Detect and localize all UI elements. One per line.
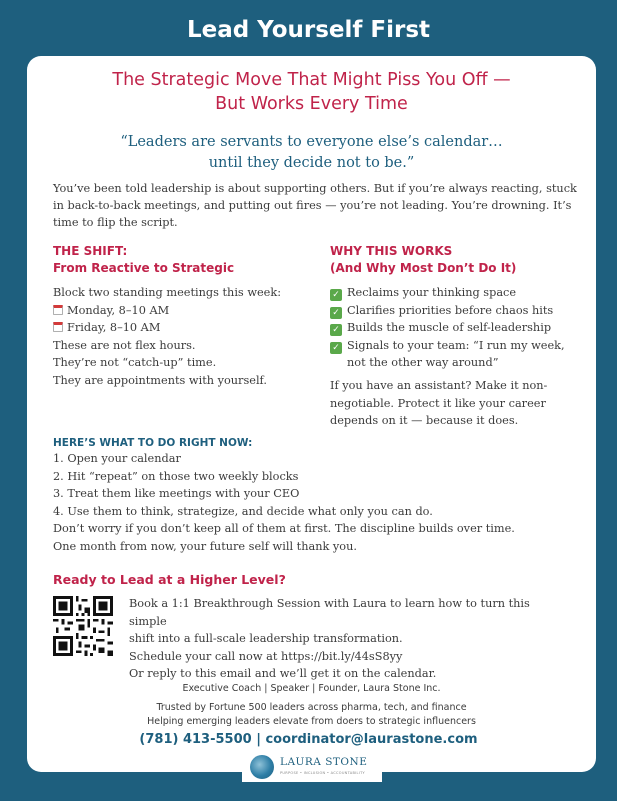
shift-line-friday: Friday, 8–10 AM: [53, 319, 281, 337]
why-note-line-3: depends on it — because it does.: [330, 414, 519, 428]
todo-section-title: HERE’S WHAT TO DO RIGHT NOW:: [53, 437, 253, 449]
footer-trusted: Trusted by Fortune 500 leaders across pharma, tech, and finance: [156, 702, 467, 713]
check-icon: ✓: [330, 342, 342, 354]
why-item-4-cont: not the other way around”: [347, 356, 499, 370]
shift-body: [53, 284, 281, 390]
todo-line-2: 2. Hit “repeat” on those two weekly blocks: [53, 469, 299, 483]
intro-paragraph: You’ve been told leadership is about supporting others. But if you’re always reacting, stuck in back-to-back meetings, and putting out fires — you’re not leading. You’re drowning. It’s time to flip the script.: [53, 182, 577, 229]
cta-line-2: shift into a full-scale leadership transformation.: [129, 632, 403, 645]
shift-title-2: From Reactive to Strategic: [53, 261, 235, 275]
cta-title: Ready to Lead at a Higher Level?: [53, 572, 286, 587]
todo-line-5: Don’t worry if you don’t keep all of them at first. The discipline builds over time.: [53, 522, 515, 536]
footer-helping: Helping emerging leaders elevate from doers to strategic influencers: [147, 716, 476, 727]
quote-line-2: until they decide not to be.”: [208, 155, 415, 171]
why-title-2: (And Why Most Don’t Do It): [330, 261, 517, 275]
headline: [47, 68, 576, 116]
why-title-1: WHY THIS WORKS: [330, 244, 453, 258]
todo-line-6: One month from now, your future self will thank you.: [53, 539, 357, 553]
shift-title-1: THE SHIFT:: [53, 244, 128, 258]
why-item-4: ✓ Signals to your team: “I run my week,: [330, 337, 565, 355]
calendar-icon: [53, 322, 63, 332]
headline-line-2: But Works Every Time: [215, 94, 408, 114]
todo-line-1: 1. Open your calendar: [53, 452, 181, 465]
todo-list: [53, 450, 515, 556]
cta-line-4: Or reply to this email and we’ll get it on the calendar.: [129, 667, 437, 680]
why-item-1: ✓ Reclaims your thinking space: [330, 284, 565, 302]
shift-line-4: These are not flex hours.: [53, 338, 196, 352]
logo-name: LAURA STONE: [280, 756, 368, 768]
contact-line[interactable]: (781) 413-5500 | coordinator@laurastone.com: [139, 732, 478, 747]
newsletter-card: [27, 56, 596, 772]
check-icon: ✓: [330, 307, 342, 319]
cta-body: [129, 595, 569, 683]
check-icon: ✓: [330, 324, 342, 336]
calendar-icon: [53, 305, 63, 315]
why-note-line-2: negotiable. Protect it like your career: [330, 396, 546, 410]
todo-line-4: 4. Use them to think, strategize, and decide what only you can do.: [53, 504, 433, 518]
headline-line-1: The Strategic Move That Might Piss You Off —: [112, 70, 511, 90]
website-link[interactable]: laurastone.com: [264, 783, 353, 794]
why-note: [330, 377, 547, 430]
shift-line-1: Block two standing meetings this week:: [53, 286, 282, 299]
logo-tagline: PURPOSE • INCLUSION • ACCOUNTABILITY: [280, 771, 365, 775]
shift-line-6: They are appointments with yourself.: [53, 373, 267, 387]
why-item-2: ✓ Clarifies priorities before chaos hits: [330, 302, 565, 320]
why-item-3: ✓ Builds the muscle of self-leadership: [330, 319, 565, 337]
shift-line-5: They’re not “catch-up” time.: [53, 356, 217, 370]
cta-schedule-link[interactable]: Schedule your call now at https://bit.ly/44sS8yy: [129, 649, 403, 663]
logo-globe-icon: [250, 755, 274, 779]
todo-line-3: 3. Treat them like meetings with your CEO: [53, 487, 300, 501]
why-note-line-1: If you have an assistant? Make it non-: [330, 379, 548, 392]
pull-quote: [67, 132, 556, 174]
shift-line-monday: Monday, 8–10 AM: [53, 302, 281, 320]
laura-stone-logo: [242, 752, 382, 782]
footer-role: Executive Coach | Speaker | Founder, Laura Stone Inc.: [182, 683, 441, 694]
cta-line-1: Book a 1:1 Breakthrough Session with Laura to learn how to turn this simple: [129, 597, 530, 628]
check-icon: ✓: [330, 289, 342, 301]
quote-line-1: “Leaders are servants to everyone else’s calendar…: [120, 134, 503, 150]
why-list: [330, 284, 565, 372]
shift-section-title: [53, 243, 234, 277]
banner-title: Lead Yourself First: [186, 17, 431, 43]
why-section-title: [330, 243, 516, 277]
qr-code[interactable]: [53, 596, 113, 656]
footer-credentials: [27, 682, 596, 729]
